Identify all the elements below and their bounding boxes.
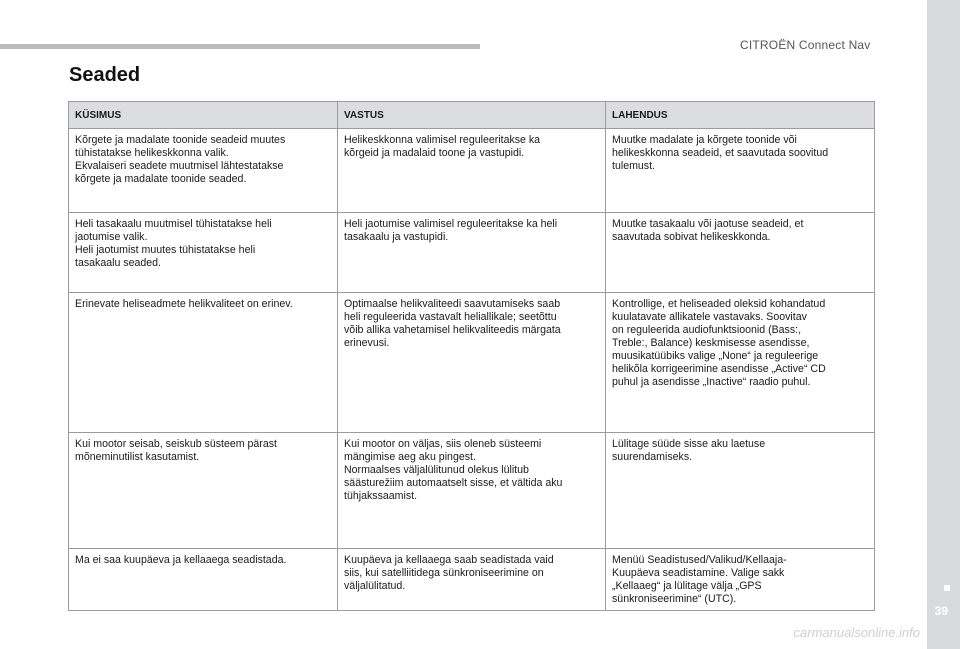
cell-solution — [606, 433, 875, 549]
cell-answer — [338, 213, 606, 293]
cell-text-line: Heli jaotumist muutes tühistatakse heli — [75, 244, 256, 256]
cell-answer — [338, 549, 606, 611]
cell-text-line: jaotumise valik. — [75, 231, 148, 243]
cell-text-line: kõrgeid ja madalaid toone ja vastupidi. — [344, 147, 525, 159]
cell-text-line: säästurežiim automaatselt sisse, et vältida aku — [344, 477, 563, 489]
cell-question — [69, 549, 338, 611]
cell-text-line: mängimise aeg aku pingest. — [344, 451, 476, 463]
column-header-answer: VASTUS — [338, 102, 606, 129]
column-header-question: KÜSIMUS — [69, 102, 338, 129]
cell-text-line: Treble:, Balance) keskmisesse asendisse, — [612, 337, 810, 349]
cell-text-line: saavutada sobivat helikeskkonda. — [612, 231, 771, 243]
cell-question — [69, 433, 338, 549]
table-row — [69, 213, 875, 293]
cell-text-line: on reguleerida audiofunktsioonid (Bass:, — [612, 324, 802, 336]
cell-text-line: kuulatavate allikatele vastavaks. Soovitav — [612, 311, 807, 323]
cell-answer — [338, 293, 606, 433]
cell-text-line: väljalülitatud. — [344, 580, 406, 592]
cell-text-line: Muutke madalate ja kõrgete toonide või — [612, 134, 797, 146]
cell-text-line: helikeskkonna seadeid, et saavutada soovitud — [612, 147, 829, 159]
table-header-row — [69, 102, 875, 129]
cell-text-line: Heli tasakaalu muutmisel tühistatakse heli — [75, 218, 272, 230]
cell-text-line: suurendamiseks. — [612, 451, 693, 463]
cell-text-line: Kõrgete ja madalate toonide seadeid muutes — [75, 134, 286, 146]
cell-text-line: Optimaalse helikvaliteedi saavutamiseks saab — [344, 298, 561, 310]
cell-text-line: mõneminutilist kasutamist. — [75, 451, 200, 463]
cell-text-line: puhul ja asendisse „Inactive“ raadio puhul. — [612, 376, 811, 388]
watermark: carmanualsonline.info — [793, 625, 920, 640]
cell-solution — [606, 549, 875, 611]
table-row — [69, 433, 875, 549]
cell-text-line: helikõla korrigeerimine asendisse „Active“ CD — [612, 363, 826, 375]
cell-solution — [606, 129, 875, 213]
cell-text-line: erinevusi. — [344, 337, 390, 349]
cell-question — [69, 213, 338, 293]
cell-text-line: tulemust. — [612, 160, 655, 172]
cell-text-line: Lülitage süüde sisse aku laetuse — [612, 438, 766, 450]
cell-text-line: võib allika vahetamisel helikvaliteedis märgata — [344, 324, 561, 336]
cell-text-line: Kui mootor on väljas, siis oleneb süsteemi — [344, 438, 542, 450]
cell-text-line: Menüü Seadistused/Valikud/Kellaaja- — [612, 554, 787, 566]
cell-text-line: Ekvalaiseri seadete muutmisel lähtestatakse — [75, 160, 284, 172]
cell-text-line: Muutke tasakaalu või jaotuse seadeid, et — [612, 218, 804, 230]
cell-text-line: heli reguleerida vastavalt heliallikale; seetõttu — [344, 311, 557, 323]
brand-label: CITROËN Connect Nav — [740, 38, 871, 52]
cell-question — [69, 293, 338, 433]
cell-text-line: Helikeskkonna valimisel reguleeritakse ka — [344, 134, 541, 146]
cell-text-line: muusikatüübiks valige „None“ ja reguleerige — [612, 350, 819, 362]
cell-text-line: tasakaalu seaded. — [75, 257, 161, 269]
cell-question — [69, 129, 338, 213]
header-rule — [0, 44, 480, 49]
troubleshooting-table — [68, 101, 875, 611]
cell-text-line: Normaalses väljalülitunud olekus lülitub — [344, 464, 529, 476]
page-sidebar — [927, 0, 960, 649]
cell-text-line: kõrgete ja madalate toonide seaded. — [75, 173, 247, 185]
cell-text-line: Kuupäeva seadistamine. Valige sakk — [612, 567, 785, 579]
cell-text-line: tasakaalu ja vastupidi. — [344, 231, 449, 243]
cell-answer — [338, 433, 606, 549]
table-row — [69, 129, 875, 213]
cell-solution — [606, 213, 875, 293]
page-title: Seaded — [69, 64, 141, 86]
cell-text-line: Ma ei saa kuupäeva ja kellaaega seadistada. — [75, 554, 287, 566]
cell-answer — [338, 129, 606, 213]
table-row — [69, 549, 875, 611]
cell-text-line: siis, kui satelliitidega sünkroniseerimine on — [344, 567, 544, 579]
cell-text-line: Kuupäeva ja kellaaega saab seadistada vaid — [344, 554, 554, 566]
cell-text-line: Erinevate heliseadmete helikvaliteet on erinev. — [75, 298, 293, 310]
cell-text-line: Kontrollige, et heliseaded oleksid kohandatud — [612, 298, 826, 310]
cell-text-line: tühjakssaamist. — [344, 490, 418, 502]
cell-text-line: „Kellaaeg“ ja lülitage välja „GPS — [612, 580, 762, 592]
sidebar-marker — [944, 585, 950, 591]
cell-text-line: sünkroniseerimine“ (UTC). — [612, 593, 737, 605]
column-header-solution: LAHENDUS — [606, 102, 875, 129]
cell-text-line: Kui mootor seisab, seiskub süsteem pärast — [75, 438, 277, 450]
page-number: 39 — [934, 604, 948, 618]
cell-text-line: tühistatakse helikeskkonna valik. — [75, 147, 229, 159]
table-row — [69, 293, 875, 433]
cell-text-line: Heli jaotumise valimisel reguleeritakse ka heli — [344, 218, 558, 230]
cell-solution — [606, 293, 875, 433]
